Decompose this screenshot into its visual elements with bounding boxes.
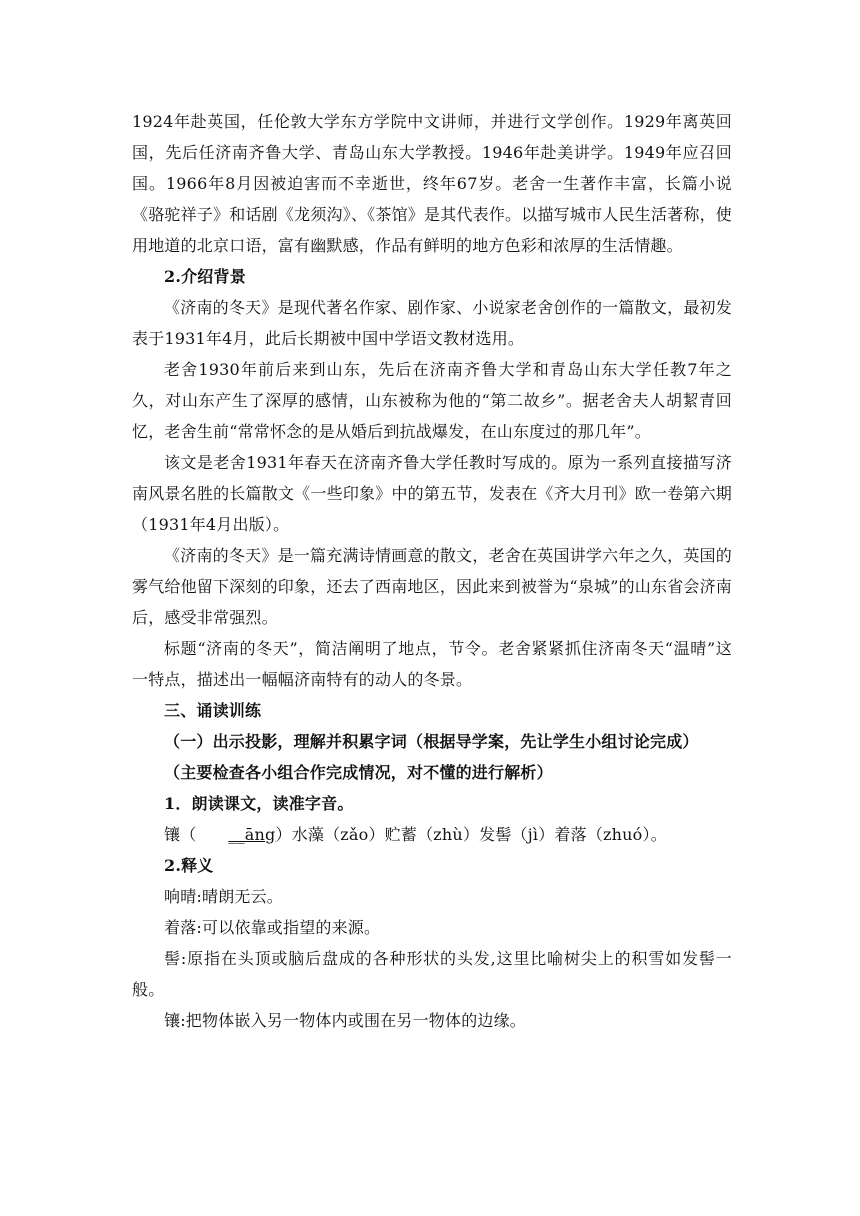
- definition-xiangqing: 响晴:晴朗无云。: [164, 887, 283, 906]
- pronunciation-blank: __āng: [228, 825, 276, 844]
- pronunciation-word-1: 镶（: [164, 825, 197, 844]
- background-paragraph-1: 《济南的冬天》是现代著名作家、剧作家、小说家老舍创作的一篇散文，最初发表于1931年4月，此后长期被中国中学语文教材选用。: [132, 298, 732, 348]
- definition-zhuoluo: 着落:可以依靠或指望的来源。: [164, 918, 381, 937]
- subsection-vocabulary-note: （主要检查各小组合作完成情况，对不懂的进行解析）: [164, 763, 553, 782]
- definition-xiang: 镶:把物体嵌入另一物体内或围在另一物体的边缘。: [164, 1011, 526, 1030]
- background-paragraph-5: 标题“济南的冬天”，简洁阐明了地点，节令。老舍紧紧抓住济南冬天“温晴”这一特点，描述出一幅幅济南特有的动人的冬景。: [132, 639, 732, 689]
- background-paragraph-2: 老舍1930年前后来到山东，先后在济南齐鲁大学和青岛山东大学任教7年之久，对山东产生了深厚的感情，山东被称为他的“第二故乡”。据老舍夫人胡絜青回忆，老舍生前“常常怀念的是从婚后到抗战爆发，在山东度过的那几年”。: [132, 360, 732, 441]
- definition-ji: 髻:原指在头顶或脑后盘成的各种形状的头发,这里比喻树尖上的积雪如发髻一般。: [132, 949, 732, 999]
- background-paragraph-4: 《济南的冬天》是一篇充满诗情画意的散文，老舍在英国讲学六年之久，英国的雾气给他留下深刻的印象，还去了西南地区，因此来到被誉为“泉城”的山东省会济南后，感受非常强烈。: [132, 546, 732, 627]
- pronunciation-rest: ）水藻（zǎo）贮蓄（zhù）发髻（jì）着落（zhuó）。: [275, 825, 667, 844]
- author-bio-paragraph: 1924年赴英国，任伦敦大学东方学院中文讲师，并进行文学创作。1929年离英回国，先后任济南齐鲁大学、青岛山东大学教授。1946年赴美讲学。1949年应召回国。1966年8月因被迫害而不幸逝世，终年67岁。老舍一生著作丰富，长篇小说《骆驼祥子》和话剧《龙须沟》、《茶馆》是其代表作。以描写城市人民生活著称，使用地道的北京口语，富有幽默感，作品有鲜明的地方色彩和浓厚的生活情趣。: [132, 112, 732, 255]
- section-reading-training-heading: 三、诵读训练: [164, 701, 262, 720]
- pronunciation-line: [132, 819, 732, 850]
- subsection-vocabulary-heading: （一）出示投影，理解并积累字词（根据导学案，先让学生小组讨论完成）: [164, 732, 699, 751]
- item-definition-heading: 2.释义: [164, 856, 214, 875]
- document-body: [132, 106, 732, 1036]
- background-paragraph-3: 该文是老舍1931年春天在济南齐鲁大学任教时写成的。原为一系列直接描写济南风景名胜的长篇散文《一些印象》中的第五节，发表在《齐大月刊》欧一卷第六期（1931年4月出版）。: [132, 453, 732, 534]
- section-background-heading: 2.介绍背景: [164, 267, 246, 286]
- item-pronunciation-heading: 1．朗读课文，读准字音。: [164, 794, 354, 813]
